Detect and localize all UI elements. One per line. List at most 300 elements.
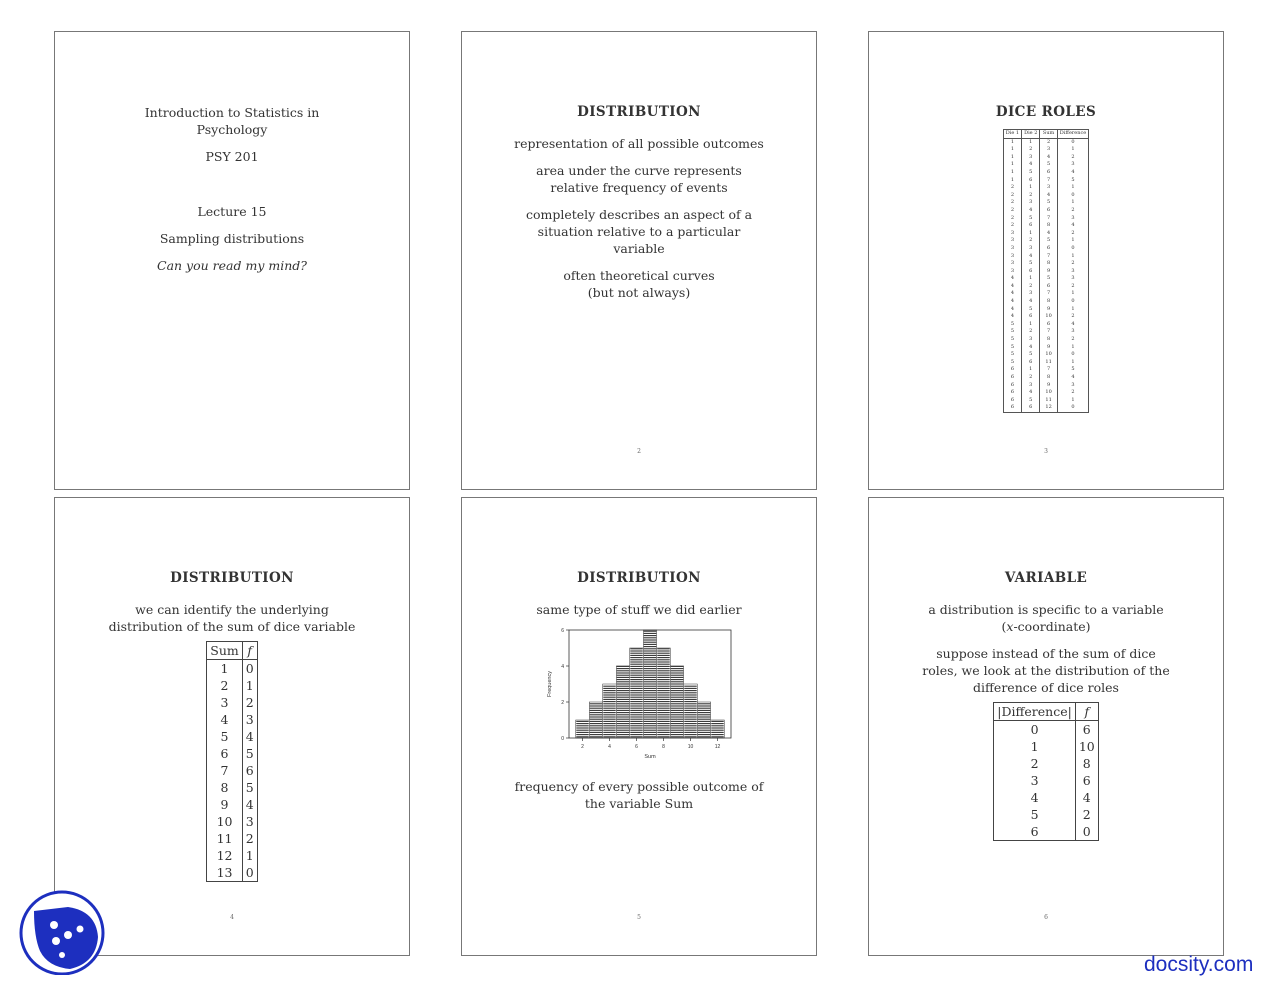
table-cell: 1 (1003, 138, 1021, 146)
table-cell: 3 (1071, 161, 1075, 168)
bar (603, 684, 617, 738)
table-row (1003, 215, 1089, 223)
table-row (1003, 199, 1089, 207)
bar (589, 702, 603, 738)
difference-frequency-table (993, 702, 1098, 841)
table-cell: 9 (1040, 344, 1057, 352)
bar (657, 648, 671, 738)
table-cell: 3 (242, 711, 257, 728)
table-row (207, 830, 257, 847)
table-cell: 6 (1040, 169, 1057, 177)
table-cell: 0 (1071, 138, 1075, 145)
table-cell: 1 (1022, 275, 1040, 283)
table-cell: 7 (1040, 215, 1057, 223)
table-cell: 0 (242, 864, 257, 882)
table-cell: 6 (1040, 283, 1057, 291)
slide-text-top: same type of stuff we did earlier (536, 602, 742, 617)
table-cell: 3 (1003, 237, 1021, 245)
table-row (994, 823, 1098, 841)
table-row (1003, 359, 1089, 367)
slide-title: VARIABLE (1004, 570, 1088, 586)
table-cell: 3 (1022, 245, 1040, 253)
table-cell: 5 (1003, 321, 1021, 329)
table-row (994, 789, 1098, 806)
table-row (994, 755, 1098, 772)
table-cell: 1 (1071, 396, 1075, 403)
table-row (207, 779, 257, 796)
slide-title: DISTRIBUTION (577, 570, 701, 586)
table-cell: 2 (1071, 206, 1075, 213)
table-cell: 5 (1022, 169, 1040, 177)
table-cell: 7 (1040, 328, 1057, 336)
table-cell: 1 (1071, 184, 1075, 191)
x-tick-label: 4 (608, 744, 611, 750)
table-cell: 2 (1003, 184, 1021, 192)
table-cell: 0 (242, 660, 257, 678)
table-cell: 4 (242, 728, 257, 745)
bullet-3: completely describes an aspect of a situation relative to a particular variable (525, 207, 753, 256)
table-row (1003, 404, 1089, 412)
table-cell: 4 (242, 796, 257, 813)
table-cell: 9 (207, 796, 242, 813)
table-cell: 0 (1071, 351, 1075, 358)
bullet-2: area under the curve represents relative frequency of events (536, 163, 742, 195)
page-number: 2 (637, 448, 641, 455)
table-cell: 1 (994, 738, 1076, 755)
table-cell: 5 (1071, 366, 1075, 373)
table-cell: 6 (1022, 313, 1040, 321)
y-tick-label: 4 (561, 663, 564, 670)
table-cell: 1 (207, 660, 242, 678)
table-cell: 2 (242, 694, 257, 711)
table-cell: 2 (207, 677, 242, 694)
table-cell: 8 (1075, 755, 1098, 772)
slide-4 (54, 497, 410, 956)
page-number: 4 (230, 914, 234, 921)
table-row (1003, 328, 1089, 336)
col-header-sum: Sum (207, 642, 242, 660)
table-cell: 13 (207, 864, 242, 882)
table-cell: 5 (242, 779, 257, 796)
table-cell: 5 (242, 745, 257, 762)
table-cell: 1 (1003, 154, 1021, 162)
table-cell: 0 (1071, 244, 1075, 251)
table-cell: 1 (242, 847, 257, 864)
table-cell: 6 (1003, 374, 1021, 382)
table-row (1003, 374, 1089, 382)
table-cell: 2 (1022, 328, 1040, 336)
table-cell: 3 (1022, 154, 1040, 162)
table-row (1003, 313, 1089, 321)
bar (697, 702, 711, 738)
x-axis-label: Sum (644, 754, 656, 760)
table-cell: 3 (1003, 260, 1021, 268)
x-tick-label: 6 (635, 744, 638, 750)
course-code: PSY 201 (205, 149, 259, 164)
table-cell: 4 (1003, 275, 1021, 283)
table-cell: 2 (994, 755, 1076, 772)
slide-1-content (75, 104, 389, 284)
table-cell: 2 (1071, 389, 1075, 396)
table-row (207, 864, 257, 882)
table-cell: 1 (1003, 169, 1021, 177)
course-title-line2: Psychology (196, 122, 268, 137)
table-cell: 1 (1022, 138, 1040, 146)
table-cell: 1 (1071, 237, 1075, 244)
table-cell: 0 (1075, 823, 1098, 841)
x-tick-label: 10 (687, 744, 694, 750)
table-cell: 6 (1040, 207, 1057, 215)
table-cell: 5 (1022, 306, 1040, 314)
table-cell: 2 (1071, 260, 1075, 267)
table-cell: 1 (1071, 146, 1075, 153)
table-cell: 6 (1022, 404, 1040, 412)
table-row (1003, 154, 1089, 162)
table-row (1003, 336, 1089, 344)
table-cell: 2 (1071, 229, 1075, 236)
table-cell: 9 (1040, 382, 1057, 390)
table-row (1003, 389, 1089, 397)
table-cell: 0 (1071, 404, 1075, 411)
table-cell: 10 (1040, 313, 1057, 321)
slide-title: DISTRIBUTION (170, 570, 294, 586)
table-cell: 2 (1022, 283, 1040, 291)
slide-3-content (889, 104, 1203, 413)
table-row (1003, 177, 1089, 185)
table-row (207, 694, 257, 711)
table-cell: 3 (1071, 381, 1075, 388)
y-axis-label: Frequency (547, 671, 553, 697)
table-cell: 5 (207, 728, 242, 745)
table-cell: 4 (1071, 320, 1075, 327)
table-cell: 4 (1022, 298, 1040, 306)
table-cell: 2 (1071, 336, 1075, 343)
table-row (1003, 382, 1089, 390)
slide-text-bottom: frequency of every possible outcome of the variable Sum (514, 779, 764, 811)
docsity-brand-link[interactable]: docsity.com (1144, 953, 1254, 976)
table-cell: 2 (1075, 806, 1098, 823)
table-row (207, 796, 257, 813)
table-cell: 3 (1003, 268, 1021, 276)
table-cell: 3 (994, 772, 1076, 789)
table-cell: 8 (1040, 374, 1057, 382)
table-cell: 4 (1071, 222, 1075, 229)
table-row (1003, 268, 1089, 276)
table-cell: 3 (1071, 328, 1075, 335)
slide-2 (461, 31, 817, 490)
table-cell: 5 (1071, 176, 1075, 183)
table-cell: 9 (1040, 268, 1057, 276)
table-cell: 2 (1003, 207, 1021, 215)
docsity-logo-icon[interactable] (18, 889, 106, 975)
slide-text-1 (889, 601, 1203, 635)
table-cell: 4 (207, 711, 242, 728)
table-cell: 6 (1075, 772, 1098, 789)
table-row (1003, 237, 1089, 245)
bar (711, 720, 725, 738)
table-cell: 10 (1040, 389, 1057, 397)
table-cell: 5 (1003, 336, 1021, 344)
table-cell: 3 (1071, 214, 1075, 221)
table-cell: 4 (1003, 298, 1021, 306)
table-cell: 1 (1022, 184, 1040, 192)
table-row (1003, 192, 1089, 200)
slide-6-content (889, 570, 1203, 841)
table-cell: 6 (994, 823, 1076, 841)
slide-text-1b-var: x (1006, 619, 1014, 634)
table-row (1003, 207, 1089, 215)
y-tick-label: 0 (561, 735, 564, 742)
dice-rolls-table (1003, 129, 1090, 413)
table-row (207, 677, 257, 694)
table-cell: 6 (1022, 177, 1040, 185)
table-cell: 3 (1040, 184, 1057, 192)
table-cell: 3 (1003, 253, 1021, 261)
table-cell: 6 (1003, 404, 1021, 412)
table-row (1003, 146, 1089, 154)
table-cell: 10 (1040, 351, 1057, 359)
table-cell: 6 (1003, 382, 1021, 390)
table-cell: 3 (1071, 267, 1075, 274)
lecture-number: Lecture 15 (197, 204, 267, 219)
table-row (207, 728, 257, 745)
slide-text: we can identify the underlying distribution of the sum of dice variable (108, 602, 356, 634)
table-row (207, 745, 257, 762)
table-row (1003, 344, 1089, 352)
bar (643, 630, 657, 738)
col-header-frequency: f (242, 642, 257, 660)
table-row (1003, 161, 1089, 169)
table-row (1003, 222, 1089, 230)
table-row (1003, 397, 1089, 405)
table-cell: 12 (1040, 404, 1057, 412)
table-cell: 3 (1040, 146, 1057, 154)
table-row (1003, 366, 1089, 374)
table-cell: 5 (1003, 359, 1021, 367)
table-cell: 1 (1003, 146, 1021, 154)
table-row (1003, 260, 1089, 268)
table-cell: 4 (1022, 161, 1040, 169)
table-row (1003, 298, 1089, 306)
table-cell: 2 (1022, 237, 1040, 245)
table-row (1003, 283, 1089, 291)
table-row (207, 660, 257, 678)
table-cell: 5 (1003, 328, 1021, 336)
table-cell: 1 (1003, 177, 1021, 185)
slide-title: DICE ROLES (995, 104, 1097, 120)
sum-histogram-chart (539, 624, 739, 764)
table-cell: 4 (1040, 230, 1057, 238)
table-cell: 1 (242, 677, 257, 694)
table-cell: 2 (1003, 199, 1021, 207)
table-row (994, 772, 1098, 789)
table-cell: 8 (1040, 222, 1057, 230)
slide-title: DISTRIBUTION (577, 104, 701, 120)
table-cell: 6 (207, 745, 242, 762)
table-cell: 4 (1022, 389, 1040, 397)
table-cell: 6 (1022, 222, 1040, 230)
table-cell: 1 (1022, 230, 1040, 238)
slide-text-1a: a distribution is specific to a variable (928, 602, 1164, 617)
table-cell: 3 (1003, 245, 1021, 253)
table-cell: 7 (1040, 177, 1057, 185)
table-row (1003, 230, 1089, 238)
slide-1 (54, 31, 410, 490)
table-cell: 4 (1022, 253, 1040, 261)
table-cell: 4 (1071, 168, 1075, 175)
table-row (1003, 184, 1089, 192)
table-row (1003, 351, 1089, 359)
table-cell: 4 (1071, 374, 1075, 380)
bar (576, 720, 590, 738)
table-cell: 4 (1040, 192, 1057, 200)
table-row (207, 813, 257, 830)
table-row (1003, 275, 1089, 283)
table-cell: 4 (1075, 789, 1098, 806)
table-cell: 6 (1003, 389, 1021, 397)
table-cell: 5 (1022, 397, 1040, 405)
table-cell: 5 (1003, 351, 1021, 359)
table-cell: 4 (1022, 207, 1040, 215)
table-cell: 4 (1003, 313, 1021, 321)
table-cell: 6 (1040, 321, 1057, 329)
table-cell: 8 (1040, 260, 1057, 268)
table-cell: 10 (207, 813, 242, 830)
bar (684, 684, 698, 738)
slide-5-content (482, 570, 796, 822)
table-cell: 2 (1022, 146, 1040, 154)
table-cell: 6 (1040, 245, 1057, 253)
table-cell: 5 (1040, 237, 1057, 245)
table-cell: 0 (994, 721, 1076, 739)
table-cell: 6 (1003, 366, 1021, 374)
table-row (1003, 290, 1089, 298)
table-cell: 0 (1071, 191, 1075, 198)
x-tick-label: 8 (662, 744, 665, 750)
slide-text-2: suppose instead of the sum of dice roles, we look at the distribution of the difference of dice roles (922, 646, 1170, 695)
table-cell: 3 (1003, 230, 1021, 238)
table-cell: 2 (1040, 138, 1057, 146)
col-header-difference: Difference (1057, 130, 1088, 139)
slide-4-content (75, 570, 389, 882)
table-cell: 1 (1071, 199, 1075, 206)
table-cell: 7 (1040, 253, 1057, 261)
table-cell: 7 (207, 762, 242, 779)
table-cell: 1 (1071, 305, 1075, 312)
table-row (207, 847, 257, 864)
table-cell: 4 (994, 789, 1076, 806)
table-cell: 5 (1022, 351, 1040, 359)
table-row (1003, 245, 1089, 253)
table-cell: 12 (207, 847, 242, 864)
table-cell: 6 (1022, 268, 1040, 276)
table-cell: 11 (1040, 397, 1057, 405)
col-header-frequency: f (1075, 703, 1098, 721)
table-cell: 2 (1003, 192, 1021, 200)
table-cell: 2 (1071, 313, 1075, 320)
page-number: 6 (1044, 914, 1048, 921)
y-tick-label: 6 (561, 627, 564, 634)
table-cell: 4 (1022, 344, 1040, 352)
table-cell: 5 (1040, 161, 1057, 169)
col-header-die1: Die 1 (1003, 130, 1021, 139)
table-cell: 5 (1022, 260, 1040, 268)
table-cell: 8 (1040, 298, 1057, 306)
col-header-sum: Sum (1040, 130, 1057, 139)
table-cell: 2 (1071, 282, 1075, 289)
slide-6 (868, 497, 1224, 956)
slide-3 (868, 31, 1224, 490)
table-cell: 3 (1071, 275, 1075, 282)
table-cell: 6 (1003, 397, 1021, 405)
table-cell: 5 (994, 806, 1076, 823)
table-cell: 7 (1040, 366, 1057, 374)
bullet-4: often theoretical curves (but not always) (563, 268, 715, 300)
table-cell: 5 (1022, 215, 1040, 223)
x-tick-label: 12 (714, 744, 721, 750)
table-row (1003, 321, 1089, 329)
table-cell: 4 (1003, 306, 1021, 314)
table-row (207, 711, 257, 728)
table-cell: 11 (1040, 359, 1057, 367)
table-cell: 2 (1022, 192, 1040, 200)
table-cell: 1 (1022, 321, 1040, 329)
x-tick-label: 2 (581, 744, 584, 750)
table-cell: 1 (1071, 252, 1075, 259)
page-number: 5 (637, 914, 641, 921)
page-number: 3 (1044, 448, 1048, 455)
col-header-difference: |Difference| (994, 703, 1076, 721)
table-cell: 2 (1003, 215, 1021, 223)
table-cell: 2 (1003, 222, 1021, 230)
bar (630, 648, 644, 738)
table-cell: 3 (1022, 382, 1040, 390)
bar (616, 666, 630, 738)
table-cell: 1 (1071, 290, 1075, 297)
slide-text-1b-pre: ( (1001, 619, 1007, 634)
table-cell: 1 (1071, 343, 1075, 350)
table-cell: 10 (1075, 738, 1098, 755)
table-cell: 3 (207, 694, 242, 711)
col-header-die2: Die 2 (1022, 130, 1040, 139)
table-cell: 5 (1003, 344, 1021, 352)
table-cell: 5 (1040, 199, 1057, 207)
table-row (994, 721, 1098, 739)
table-cell: 4 (1040, 154, 1057, 162)
table-cell: 1 (1022, 366, 1040, 374)
lecture-topic: Sampling distributions (159, 231, 305, 246)
table-cell: 2 (242, 830, 257, 847)
table-cell: 6 (242, 762, 257, 779)
table-cell: 6 (1022, 359, 1040, 367)
bar (670, 666, 684, 738)
sum-frequency-table (206, 641, 257, 882)
table-cell: 6 (1075, 721, 1098, 739)
table-cell: 9 (1040, 306, 1057, 314)
table-cell: 8 (1040, 336, 1057, 344)
y-tick-label: 2 (561, 699, 564, 706)
course-title-line1: Introduction to Statistics in (144, 105, 320, 120)
table-row (1003, 169, 1089, 177)
table-cell: 0 (1071, 298, 1075, 305)
table-cell: 1 (1071, 358, 1075, 365)
table-cell: 11 (207, 830, 242, 847)
table-row (1003, 253, 1089, 261)
bullet-1: representation of all possible outcomes (514, 136, 764, 151)
table-row (994, 738, 1098, 755)
table-cell: 2 (1022, 374, 1040, 382)
table-row (1003, 306, 1089, 314)
